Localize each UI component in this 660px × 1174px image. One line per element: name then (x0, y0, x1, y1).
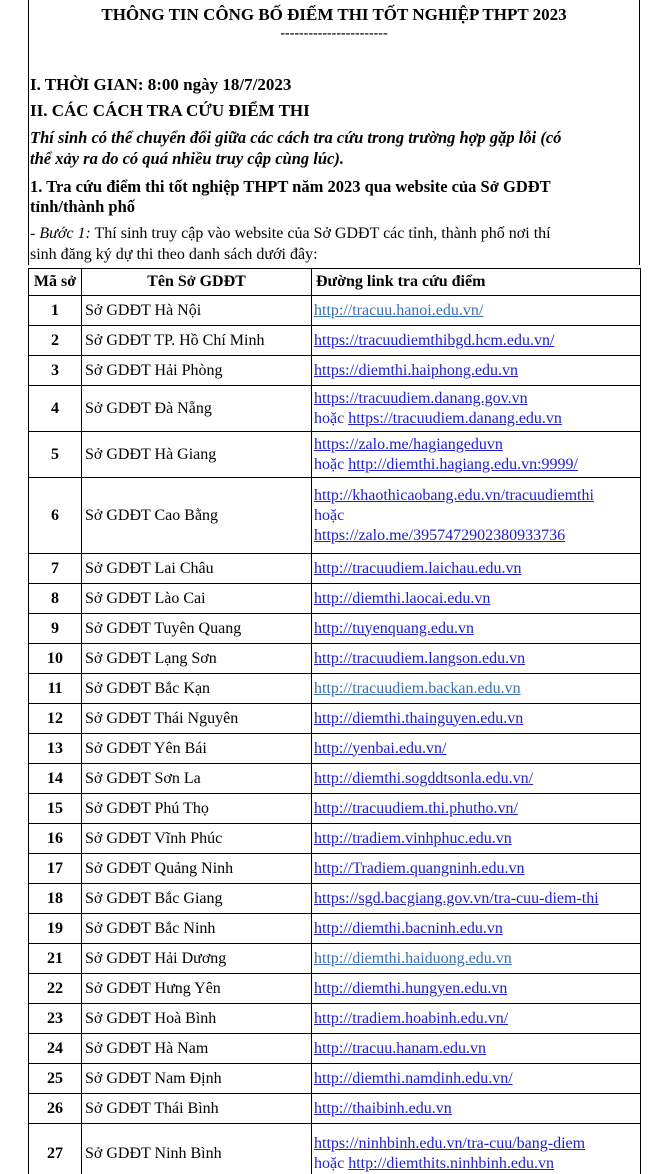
step-1-prefix: - (30, 225, 40, 242)
cell-department-name: Sở GDĐT Cao Bằng (82, 478, 312, 554)
table-row (29, 386, 641, 432)
cell-code: 10 (29, 644, 82, 674)
cell-lookup-link (312, 1124, 641, 1174)
cell-department-name: Sở GDĐT TP. Hồ Chí Minh (82, 326, 312, 356)
lookup-link[interactable]: http://tracuudiem.backan.edu.vn (314, 679, 521, 697)
alt-link-line (314, 409, 637, 429)
link-line (314, 589, 637, 609)
alt-link-line (314, 455, 637, 475)
cell-code: 1 (29, 296, 82, 326)
lookup-link[interactable]: http://thaibinh.edu.vn (314, 1099, 452, 1117)
table-row (29, 554, 641, 584)
lookup-link[interactable]: http://tracuu.hanoi.edu.vn/ (314, 301, 484, 319)
cell-lookup-link (312, 296, 641, 326)
cell-code: 22 (29, 974, 82, 1004)
or-label: hoặc (314, 455, 345, 473)
section-time: I. THỜI GIAN: 8:00 ngày 18/7/2023 (30, 75, 292, 94)
lookup-link[interactable]: https://zalo.me/3957472902380933736 (314, 526, 566, 544)
cell-department-name: Sở GDĐT Sơn La (82, 764, 312, 794)
cell-department-name: Sở GDĐT Hà Giang (82, 432, 312, 478)
cell-department-name: Sở GDĐT Đà Nẵng (82, 386, 312, 432)
link-line (314, 919, 637, 939)
title-separator: ----------------------- (280, 26, 388, 41)
cell-department-name: Sở GDĐT Nam Định (82, 1064, 312, 1094)
cell-department-name: Sở GDĐT Bắc Giang (82, 884, 312, 914)
table-row (29, 1034, 641, 1064)
link-line (314, 1039, 637, 1059)
step-1-line-2: sinh đăng ký dự thi theo danh sách dưới đây: (30, 246, 318, 263)
cell-code: 4 (29, 386, 82, 432)
cell-department-name: Sở GDĐT Phú Thọ (82, 794, 312, 824)
alt-link-line (314, 1154, 637, 1174)
cell-lookup-link (312, 1004, 641, 1034)
link-line (314, 1134, 637, 1154)
lookup-link[interactable]: http://diemthi.laocai.edu.vn (314, 589, 491, 607)
cell-department-name: Sở GDĐT Thái Nguyên (82, 704, 312, 734)
link-line (314, 435, 637, 455)
table-row (29, 356, 641, 386)
cell-department-name: Sở GDĐT Hà Nội (82, 296, 312, 326)
note-line-1: Thí sinh có thể chuyển đổi giữa các cách tra cứu trong trường hợp gặp lỗi (có (30, 128, 562, 147)
cell-lookup-link (312, 824, 641, 854)
link-line (314, 949, 637, 969)
lookup-link[interactable]: http://tracuu.hanam.edu.vn (314, 1039, 486, 1057)
cell-lookup-link (312, 644, 641, 674)
lookup-link[interactable]: http://tracuudiem.langson.edu.vn (314, 649, 526, 667)
link-line (314, 389, 637, 409)
lookup-link[interactable]: http://diemthi.haiduong.edu.vn (314, 949, 512, 967)
step-1-text: Thí sinh truy cập vào website của Sở GDĐT các tỉnh, thành phố nơi thí (90, 225, 551, 242)
table-row (29, 914, 641, 944)
cell-department-name: Sở GDĐT Yên Bái (82, 734, 312, 764)
cell-department-name: Sở GDĐT Hải Phòng (82, 356, 312, 386)
cell-lookup-link (312, 854, 641, 884)
table-row (29, 884, 641, 914)
link-line (314, 739, 637, 759)
link-line (314, 679, 637, 699)
department-table (28, 268, 641, 1174)
table-row (29, 478, 641, 554)
cell-lookup-link (312, 914, 641, 944)
cell-department-name: Sở GDĐT Quảng Ninh (82, 854, 312, 884)
table-header-row (29, 269, 641, 296)
link-line (314, 709, 637, 729)
lookup-link[interactable]: http://diemthi.namdinh.edu.vn/ (314, 1069, 513, 1087)
lookup-link[interactable]: https://ninhbinh.edu.vn/tra-cuu/bang-diem (314, 1134, 586, 1152)
link-line (314, 979, 637, 999)
cell-lookup-link (312, 794, 641, 824)
lookup-link[interactable]: http://diemthi.bacninh.edu.vn (314, 919, 503, 937)
table-row (29, 944, 641, 974)
table-row (29, 824, 641, 854)
step-1-label: Bước 1: (39, 225, 91, 242)
link-line (314, 1099, 637, 1119)
lookup-link[interactable]: https://zalo.me/hagiangeduvn (314, 435, 503, 453)
table-row (29, 854, 641, 884)
lookup-link[interactable]: http://Tradiem.quangninh.edu.vn (314, 859, 525, 877)
lookup-link[interactable]: https://sgd.bacgiang.gov.vn/tra-cuu-diem-thi (314, 889, 599, 907)
lookup-link[interactable]: https://tracuudiem.danang.edu.vn (348, 409, 562, 427)
cell-lookup-link (312, 584, 641, 614)
cell-department-name: Sở GDĐT Lào Cai (82, 584, 312, 614)
table-row (29, 296, 641, 326)
cell-lookup-link (312, 1034, 641, 1064)
cell-code: 15 (29, 794, 82, 824)
cell-code: 25 (29, 1064, 82, 1094)
table-row (29, 704, 641, 734)
cell-code: 19 (29, 914, 82, 944)
lookup-link[interactable]: http://diemthi.hagiang.edu.vn:9999/ (348, 455, 578, 473)
cell-department-name: Sở GDĐT Bắc Kạn (82, 674, 312, 704)
cell-code: 23 (29, 1004, 82, 1034)
link-line (314, 301, 637, 321)
method-1-line-1: 1. Tra cứu điểm thi tốt nghiệp THPT năm 2023 qua website của Sở GDĐT (30, 177, 551, 196)
lookup-link[interactable]: http://tradiem.vinhphuc.edu.vn (314, 829, 512, 847)
table-row (29, 764, 641, 794)
cell-code: 9 (29, 614, 82, 644)
table-row (29, 614, 641, 644)
cell-department-name: Sở GDĐT Bắc Ninh (82, 914, 312, 944)
cell-code: 6 (29, 478, 82, 554)
link-line (314, 361, 637, 381)
cell-department-name: Sở GDĐT Vĩnh Phúc (82, 824, 312, 854)
cell-code: 7 (29, 554, 82, 584)
cell-department-name: Sở GDĐT Lai Châu (82, 554, 312, 584)
cell-code: 5 (29, 432, 82, 478)
table-body (29, 296, 641, 1174)
lookup-link[interactable]: http://diemthits.ninhbinh.edu.vn (348, 1154, 554, 1172)
lookup-link[interactable]: http://tracuudiem.laichau.edu.vn (314, 559, 522, 577)
lookup-link[interactable]: https://tracuudiem.danang.gov.vn (314, 389, 528, 407)
cell-code: 24 (29, 1034, 82, 1064)
link-line (314, 619, 637, 639)
cell-lookup-link (312, 734, 641, 764)
table-row (29, 974, 641, 1004)
link-line (314, 769, 637, 789)
cell-lookup-link (312, 764, 641, 794)
cell-lookup-link (312, 944, 641, 974)
cell-lookup-link (312, 478, 641, 554)
cell-lookup-link (312, 386, 641, 432)
link-line (314, 799, 637, 819)
cell-code: 2 (29, 326, 82, 356)
cell-code: 14 (29, 764, 82, 794)
cell-lookup-link (312, 974, 641, 1004)
table-row (29, 326, 641, 356)
table-row (29, 1124, 641, 1174)
lookup-link[interactable]: https://diemthi.haiphong.edu.vn (314, 361, 518, 379)
table-row (29, 1064, 641, 1094)
page-title: THÔNG TIN CÔNG BỐ ĐIỂM THI TỐT NGHIỆP THPT 2023 (101, 5, 567, 24)
table-row (29, 674, 641, 704)
lookup-link[interactable]: http://tradiem.hoabinh.edu.vn/ (314, 1009, 509, 1027)
cell-code: 21 (29, 944, 82, 974)
cell-code: 18 (29, 884, 82, 914)
cell-lookup-link (312, 554, 641, 584)
cell-lookup-link (312, 614, 641, 644)
cell-lookup-link (312, 432, 641, 478)
or-label: hoặc (314, 506, 345, 524)
lookup-link[interactable]: http://diemthi.hungyen.edu.vn (314, 979, 508, 997)
cell-lookup-link (312, 356, 641, 386)
link-line (314, 1069, 637, 1089)
cell-department-name: Sở GDĐT Hải Dương (82, 944, 312, 974)
cell-department-name: Sở GDĐT Thái Bình (82, 1094, 312, 1124)
lookup-link[interactable]: http://khaothicaobang.edu.vn/tracuudiemthi (314, 486, 594, 504)
table-row (29, 734, 641, 764)
table-row (29, 644, 641, 674)
cell-lookup-link (312, 1064, 641, 1094)
table-row (29, 432, 641, 478)
link-line (314, 889, 637, 909)
link-line (314, 859, 637, 879)
cell-lookup-link (312, 326, 641, 356)
cell-department-name: Sở GDĐT Hoà Bình (82, 1004, 312, 1034)
table-row (29, 584, 641, 614)
link-line (314, 526, 637, 546)
header-link: Đường link tra cứu điểm (312, 269, 641, 296)
link-line (314, 829, 637, 849)
step-1-line-1 (30, 223, 642, 244)
cell-department-name: Sở GDĐT Tuyên Quang (82, 614, 312, 644)
lookup-link[interactable]: https://tracuudiemthibgd.hcm.edu.vn/ (314, 331, 555, 349)
cell-code: 3 (29, 356, 82, 386)
lookup-link[interactable]: http://tuyenquang.edu.vn (314, 619, 474, 637)
cell-code: 12 (29, 704, 82, 734)
link-line (314, 486, 637, 506)
method-1-line-2: tỉnh/thành phố (30, 197, 136, 216)
header-name: Tên Sở GDĐT (82, 269, 312, 296)
cell-code: 27 (29, 1124, 82, 1174)
cell-lookup-link (312, 704, 641, 734)
cell-department-name: Sở GDĐT Hà Nam (82, 1034, 312, 1064)
table-row (29, 1004, 641, 1034)
table-row (29, 1094, 641, 1124)
cell-code: 11 (29, 674, 82, 704)
table-row (29, 794, 641, 824)
or-label: hoặc (314, 1154, 345, 1172)
link-line (314, 331, 637, 351)
cell-code: 13 (29, 734, 82, 764)
header-code: Mã sở (29, 269, 82, 296)
cell-lookup-link (312, 674, 641, 704)
lookup-link[interactable]: http://yenbai.edu.vn/ (314, 739, 447, 757)
cell-department-name: Sở GDĐT Ninh Bình (82, 1124, 312, 1174)
cell-code: 8 (29, 584, 82, 614)
cell-lookup-link (312, 884, 641, 914)
cell-code: 26 (29, 1094, 82, 1124)
cell-code: 16 (29, 824, 82, 854)
lookup-link[interactable]: http://diemthi.thainguyen.edu.vn (314, 709, 524, 727)
cell-code: 17 (29, 854, 82, 884)
cell-department-name: Sở GDĐT Hưng Yên (82, 974, 312, 1004)
section-methods: II. CÁC CÁCH TRA CỨU ĐIỂM THI (30, 101, 310, 120)
lookup-link[interactable]: http://diemthi.sogddtsonla.edu.vn/ (314, 769, 534, 787)
link-line (314, 649, 637, 669)
link-line (314, 559, 637, 579)
note-line-2: thể xảy ra do có quá nhiều truy cập cùng lúc). (30, 149, 344, 168)
cell-department-name: Sở GDĐT Lạng Sơn (82, 644, 312, 674)
or-label: hoặc (314, 409, 345, 427)
link-line (314, 1009, 637, 1029)
cell-lookup-link (312, 1094, 641, 1124)
lookup-link[interactable]: http://tracuudiem.thi.phutho.vn/ (314, 799, 518, 817)
